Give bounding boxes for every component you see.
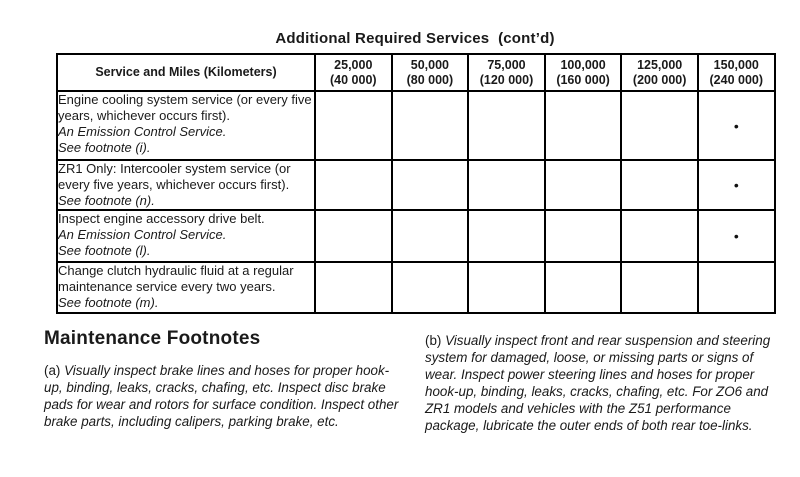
footnotes-heading: Maintenance Footnotes [44, 328, 261, 349]
table-row [57, 160, 775, 210]
service-text: See footnote (m). [58, 295, 159, 310]
service-cell [57, 160, 315, 210]
mileage-cell [545, 91, 622, 160]
mileage-cell [621, 210, 698, 262]
mileage-cell [315, 160, 392, 210]
page-title: Additional Required Services (cont’d) [275, 30, 555, 47]
service-cell [57, 91, 315, 160]
mileage-cell [545, 262, 622, 313]
service-text: An Emission Control Service. [58, 227, 227, 242]
mileage-cell [698, 262, 775, 313]
footnotes-right-column [425, 328, 777, 434]
mileage-miles: 50,000 [410, 57, 449, 72]
mileage-miles: 150,000 [713, 57, 759, 72]
mileage-km: (160 000) [556, 72, 610, 87]
footnote-b [425, 332, 777, 434]
mileage-miles: 25,000 [334, 57, 373, 72]
footnote-b-label: (b) [425, 333, 442, 348]
mileage-miles: 100,000 [560, 57, 606, 72]
service-line [58, 263, 314, 295]
mileage-cell [392, 210, 469, 262]
footnote-a [44, 362, 402, 430]
mileage-header [315, 54, 392, 91]
footnote-a-label: (a) [44, 363, 61, 378]
mileage-cell [621, 91, 698, 160]
mileage-cell [392, 262, 469, 313]
service-text: An Emission Control Service. [58, 124, 227, 139]
service-dot: • [733, 117, 739, 134]
service-text: ZR1 Only: Intercooler system service (or every five years, whichever occurs first). [58, 161, 291, 192]
mileage-header [468, 54, 545, 91]
service-cell [57, 210, 315, 262]
service-line [58, 124, 314, 140]
mileage-miles: 125,000 [637, 57, 683, 72]
mileage-cell [315, 262, 392, 313]
service-text: See footnote (l). [58, 243, 151, 258]
table-row [57, 91, 775, 160]
service-line [58, 243, 314, 259]
mileage-header [698, 54, 775, 91]
mileage-miles: 75,000 [487, 57, 526, 72]
service-dot: • [733, 177, 739, 193]
mileage-header [545, 54, 622, 91]
mileage-cell [315, 91, 392, 160]
table-row [57, 210, 775, 262]
mileage-cell [698, 91, 775, 160]
service-line [58, 295, 314, 311]
mileage-cell [545, 160, 622, 210]
mileage-cell [392, 91, 469, 160]
mileage-km: (40 000) [330, 72, 377, 87]
mileage-cell [392, 160, 469, 210]
footnotes-left-column [44, 328, 402, 434]
service-cell [57, 262, 315, 313]
mileage-cell [315, 210, 392, 262]
service-text: Change clutch hydraulic fluid at a regular maintenance service every two years. [58, 263, 294, 294]
service-miles-header: Service and Miles (Kilometers) [57, 54, 315, 91]
service-text: Engine cooling system service (or every five years, whichever occurs first). [58, 92, 312, 123]
service-line [58, 211, 314, 227]
table-row [57, 262, 775, 313]
service-text: See footnote (n). [58, 193, 155, 208]
maintenance-footnotes [44, 328, 777, 434]
service-text: See footnote (i). [58, 140, 151, 155]
service-line [58, 140, 314, 156]
mileage-cell [621, 262, 698, 313]
mileage-km: (200 000) [632, 72, 687, 87]
service-dot: • [733, 228, 739, 244]
mileage-cell [621, 160, 698, 210]
service-table [56, 53, 776, 314]
mileage-cell [468, 210, 545, 262]
service-text: Inspect engine accessory drive belt. [58, 211, 265, 226]
mileage-km: (240 000) [709, 72, 764, 87]
mileage-cell [468, 160, 545, 210]
mileage-km: (120 000) [479, 72, 534, 87]
mileage-cell [698, 160, 775, 210]
footnote-b-text: Visually inspect front and rear suspension and steering system for damaged, loose, or missing parts or signs of wear. Inspect power steering lines and hoses for proper hook-up, binding, leaks, cracks, chafing, etc. For ZO6 and ZR1 models and vehicles with the Z51 performance package, lubricate the outer ends of both rear toe-links. [425, 333, 771, 433]
mileage-header [392, 54, 469, 91]
service-line [58, 227, 314, 243]
mileage-cell [468, 91, 545, 160]
service-line [58, 92, 314, 124]
mileage-cell [468, 262, 545, 313]
mileage-cell [545, 210, 622, 262]
table-header-row [57, 54, 775, 91]
footnote-a-text: Visually inspect brake lines and hoses for proper hook-up, binding, leaks, cracks, chafing, etc. Inspect disc brake pads for wear and rotors for surface condition. Inspect other brake parts, including calipers, parking brake, etc. [44, 363, 399, 429]
mileage-cell [698, 210, 775, 262]
service-line [58, 161, 314, 209]
mileage-km: (80 000) [406, 72, 454, 87]
mileage-header [621, 54, 698, 91]
